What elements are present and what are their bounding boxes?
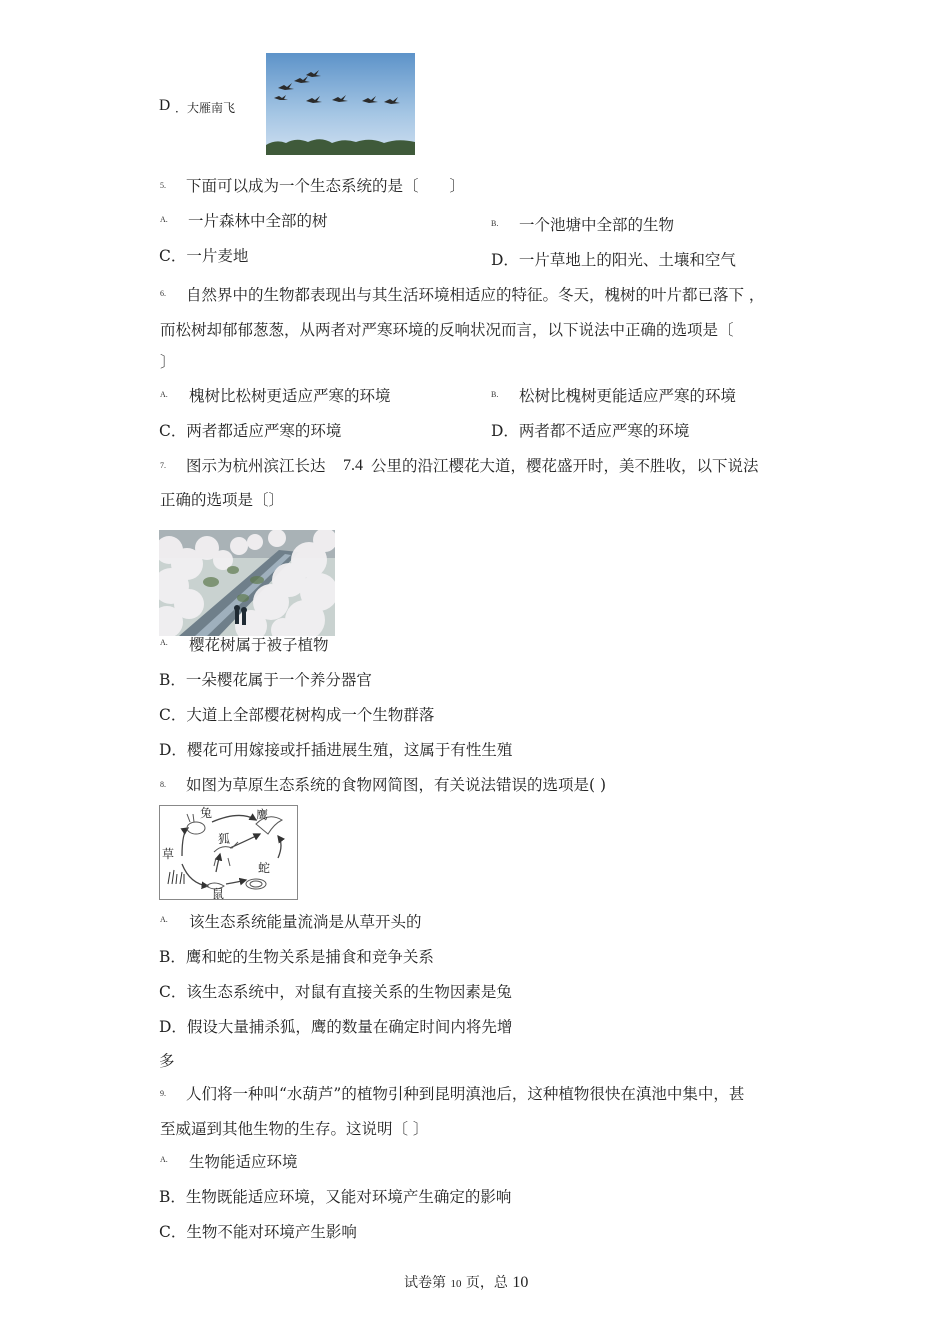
- q7-distance: 7.4: [343, 457, 363, 474]
- q5-option-a-letter: A.: [160, 215, 168, 224]
- q8-number: 8.: [160, 780, 166, 789]
- q5-option-b: 一个池塘中全部的生物: [519, 216, 675, 234]
- q9-number: 9.: [160, 1089, 166, 1098]
- q5-option-c: C．一片麦地: [159, 247, 249, 265]
- q7-line-2: 正确的选项是〔〕: [160, 491, 285, 509]
- q8-option-a-letter: A.: [160, 915, 168, 924]
- q7-line-1a: 图示为杭州滨江长达: [186, 457, 326, 475]
- q7-option-c: C．大道上全部樱花树构成一个生物群落: [159, 706, 435, 724]
- q5-option-d: D．一片草地上的阳光、土壤和空气: [491, 251, 736, 269]
- q7-option-a-letter: A.: [160, 638, 168, 647]
- q4-option-d-text: ．大雁南飞: [175, 101, 236, 115]
- q4-option-d-letter: D: [159, 97, 171, 114]
- q6-line-1: 自然界中的生物都表现出与其生活环境相适应的特征。冬天，槐树的叶片都已落下 ，: [186, 286, 765, 304]
- geese-photo: [266, 53, 415, 155]
- q7-option-a: 樱花树属于被子植物: [189, 636, 329, 654]
- q8-option-d-line-1: D．假设大量捕杀狐，鹰的数量在确定时间内将先增: [159, 1018, 513, 1036]
- q6-line-3: 〕: [160, 353, 176, 371]
- q9-line-2: 至威逼到其他生物的生存。这说明〔 〕: [160, 1120, 429, 1138]
- q5-stem: 下面可以成为一个生态系统的是〔 〕: [186, 177, 466, 195]
- q7-line-1c: 公里的沿江樱花大道，樱花盛开时，美不胜收，以下说法: [371, 457, 759, 475]
- q8-option-d-line-2: 多: [159, 1052, 175, 1070]
- footer-middle: 页，总: [465, 1275, 508, 1291]
- food-web-label-eagle: 鹰: [256, 808, 269, 822]
- q8-stem: 如图为草原生态系统的食物网简图，有关说法错误的选项是( ): [186, 776, 607, 794]
- q9-option-a-letter: A.: [160, 1155, 168, 1164]
- food-web-label-rabbit: 兔: [200, 806, 213, 820]
- food-web-label-grass: 草: [162, 847, 175, 861]
- footer-total-pages: 10: [512, 1274, 529, 1291]
- q5-number: 5.: [160, 181, 166, 190]
- q9-option-a: 生物能适应环境: [189, 1153, 298, 1171]
- q5-option-b-letter: B.: [491, 219, 499, 228]
- q6-option-a: 槐树比松树更适应严寒的环境: [189, 387, 391, 405]
- q9-option-c: C．生物不能对环境产生影响: [159, 1223, 357, 1241]
- q9-line-1: 人们将一种叫“水葫芦”的植物引种到昆明滇池后，这种植物很快在滇池中集中，甚: [186, 1085, 745, 1103]
- q8-option-c: C．该生态系统中，对鼠有直接关系的生物因素是兔: [159, 983, 512, 1001]
- q7-option-b: B．一朵樱花属于一个养分器官: [159, 671, 372, 689]
- food-web-label-fox: 狐: [218, 832, 231, 846]
- food-web-label-mouse: 鼠: [212, 887, 225, 899]
- q9-option-b: B．生物既能适应环境，又能对环境产生确定的影响: [159, 1188, 512, 1206]
- footer-prefix: 试卷第: [404, 1275, 446, 1291]
- q7-option-d: D．樱花可用嫁接或扦插进展生殖，这属于有性生殖: [159, 741, 513, 759]
- q6-number: 6.: [160, 289, 166, 298]
- q6-option-d: D．两者都不适应严寒的环境: [491, 422, 690, 440]
- q8-option-b: B．鹰和蛇的生物关系是捕食和竞争关系: [159, 948, 434, 966]
- footer-page-number: 10: [450, 1278, 462, 1290]
- cherry-blossom-avenue-photo: [159, 530, 335, 636]
- page-footer: [404, 1272, 528, 1292]
- q8-option-a: 该生态系统能量流淌是从草开头的: [189, 913, 422, 931]
- food-web-label-snake: 蛇: [258, 861, 271, 875]
- q6-option-a-letter: A.: [160, 390, 168, 399]
- q6-option-b-letter: B.: [491, 390, 499, 399]
- q6-line-2: 而松树却郁郁葱葱，从两者对严寒环境的反响状况而言，以下说法中正确的选项是〔: [160, 321, 734, 339]
- q7-number: 7.: [160, 461, 166, 470]
- food-web-diagram: [159, 805, 298, 900]
- q6-option-c: C．两者都适应严寒的环境: [159, 422, 342, 440]
- q5-option-a: 一片森林中全部的树: [188, 212, 328, 230]
- q6-option-b: 松树比槐树更能适应严寒的环境: [519, 387, 737, 405]
